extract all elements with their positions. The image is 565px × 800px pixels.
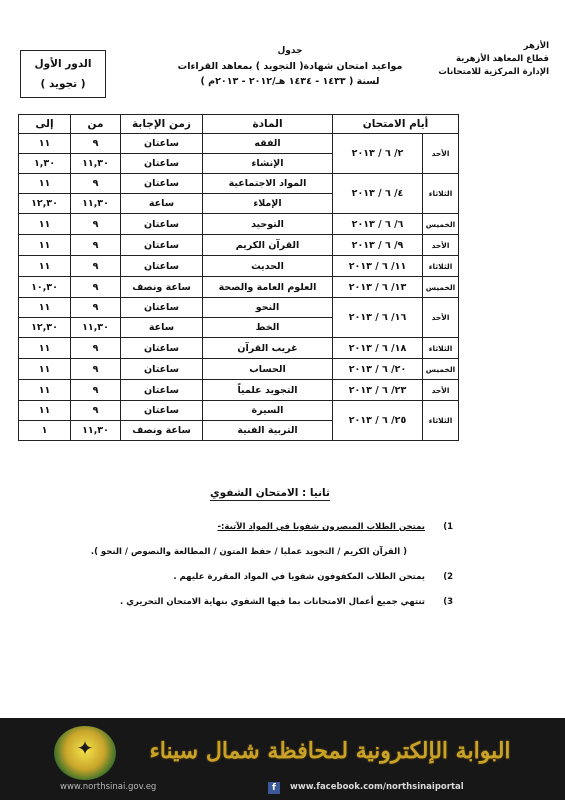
facebook-page-link[interactable]: www.facebook.com/northsinaiportal (290, 782, 464, 792)
from-cell: ٩ (71, 134, 121, 154)
subject-cell: السيرة (203, 401, 333, 421)
table-row (19, 134, 459, 154)
day-cell: الثلاثاء (423, 256, 459, 277)
exam-schedule-table (18, 114, 459, 441)
subject-cell: القرآن الكريم (203, 235, 333, 256)
header-from: من (71, 115, 121, 134)
item-text: يمتحن الطلاب المكفوفون شفويا في المواد المقررة عليهم . (173, 572, 425, 582)
date-cell: ٩/ ٦ / ٢٠١٣ (333, 235, 423, 256)
to-cell: ١١ (19, 380, 71, 401)
table-row (19, 256, 459, 277)
day-cell: الثلاثاء (423, 174, 459, 214)
to-cell: ١١ (19, 298, 71, 318)
subject-cell: التربية الفنية (203, 421, 333, 441)
to-cell: ١١ (19, 134, 71, 154)
from-cell: ٩ (71, 380, 121, 401)
date-cell: ١٦/ ٦ / ٢٠١٣ (333, 298, 423, 338)
from-cell: ١١,٣٠ (71, 421, 121, 441)
document-title (170, 44, 410, 89)
day-cell: الثلاثاء (423, 338, 459, 359)
from-cell: ٩ (71, 298, 121, 318)
day-cell: الأحد (423, 298, 459, 338)
duration-cell: ساعة (121, 194, 203, 214)
subject-cell: الإملاء (203, 194, 333, 214)
item-number: 2) (443, 572, 453, 582)
to-cell: ١١ (19, 174, 71, 194)
item-text: يمتحن الطلاب المبصرون شفويا في المواد الآتية:- (217, 522, 425, 532)
table-row (19, 338, 459, 359)
duration-cell: ساعة (121, 318, 203, 338)
day-cell: الثلاثاء (423, 401, 459, 441)
subject-cell: الفقه (203, 134, 333, 154)
table-row (19, 214, 459, 235)
day-cell: الأحد (423, 235, 459, 256)
header-exam-days: أيام الامتحان (333, 115, 459, 134)
title-line-1: مواعيد امتحان شهادة( التجويد ) بمعاهد القراءات (177, 61, 403, 72)
from-cell: ١١,٣٠ (71, 194, 121, 214)
duration-cell: ساعتان (121, 338, 203, 359)
item-number: 3) (443, 597, 453, 607)
item-text: ( القرآن الكريم / التجويد عمليا / حفظ المتون / المطالعة والنصوص / النحو ). (90, 547, 407, 557)
oral-exam-title: ثانيا : الامتحان الشفوي (210, 487, 330, 499)
item-text: تنتهي جميع أعمال الامتحانات بما فيها الشفوي بنهاية الامتحان التحريري . (120, 597, 425, 607)
subject-cell: الخط (203, 318, 333, 338)
facebook-icon: f (268, 782, 280, 794)
header-to: إلى (19, 115, 71, 134)
subject-cell: النحو (203, 298, 333, 318)
subject-cell: العلوم العامة والصحة (203, 277, 333, 298)
duration-cell: ساعتان (121, 380, 203, 401)
from-cell: ٩ (71, 214, 121, 235)
to-cell: ١١ (19, 401, 71, 421)
date-cell: ١٨/ ٦ / ٢٠١٣ (333, 338, 423, 359)
to-cell: ١١ (19, 338, 71, 359)
to-cell: ١,٣٠ (19, 154, 71, 174)
subject-cell: الإنشاء (203, 154, 333, 174)
day-cell: الخميس (423, 359, 459, 380)
portal-links (0, 782, 565, 796)
to-cell: ١ (19, 421, 71, 441)
from-cell: ١١,٣٠ (71, 318, 121, 338)
subject-cell: التوحيد (203, 214, 333, 235)
duration-cell: ساعتان (121, 154, 203, 174)
from-cell: ٩ (71, 174, 121, 194)
to-cell: ١١ (19, 214, 71, 235)
to-cell: ١١ (19, 235, 71, 256)
subject-cell: غريب القرآن (203, 338, 333, 359)
to-cell: ١١ (19, 359, 71, 380)
day-cell: الأحد (423, 134, 459, 174)
to-cell: ١١ (19, 256, 71, 277)
duration-cell: ساعتان (121, 174, 203, 194)
emblem-icon: ✦ (76, 736, 94, 760)
from-cell: ١١,٣٠ (71, 154, 121, 174)
table-row (19, 380, 459, 401)
item-number: 1) (443, 522, 453, 532)
to-cell: ١٢,٣٠ (19, 194, 71, 214)
header-duration: زمن الإجابة (121, 115, 203, 134)
subject-cell: المواد الاجتماعية (203, 174, 333, 194)
round-line-1: الدور الأول (34, 58, 92, 70)
round-box (20, 50, 106, 98)
duration-cell: ساعة ونصف (121, 421, 203, 441)
from-cell: ٩ (71, 277, 121, 298)
table-row (19, 298, 459, 318)
title-line-2: لسنة ( ١٤٣٣ - ١٤٣٤ هـ/٢٠١٢ - ٢٠١٣م ) (200, 76, 380, 87)
day-cell: الخميس (423, 214, 459, 235)
date-cell: ٤/ ٦ / ٢٠١٣ (333, 174, 423, 214)
org-line-3: الإدارة المركزية للامتحانات (438, 67, 549, 77)
duration-cell: ساعتان (121, 401, 203, 421)
date-cell: ١٣/ ٦ / ٢٠١٣ (333, 277, 423, 298)
from-cell: ٩ (71, 359, 121, 380)
subject-cell: الحساب (203, 359, 333, 380)
date-cell: ٢٠/ ٦ / ٢٠١٣ (333, 359, 423, 380)
from-cell: ٩ (71, 235, 121, 256)
date-cell: ١١/ ٦ / ٢٠١٣ (333, 256, 423, 277)
table-header-row (19, 115, 459, 134)
duration-cell: ساعتان (121, 214, 203, 235)
duration-cell: ساعتان (121, 359, 203, 380)
table-row (19, 359, 459, 380)
table-row (19, 174, 459, 194)
from-cell: ٩ (71, 256, 121, 277)
day-cell: الخميس (423, 277, 459, 298)
subject-cell: التجويد علمياً (203, 380, 333, 401)
org-line-2: قطاع المعاهد الأزهرية (455, 54, 549, 64)
duration-cell: ساعتان (121, 235, 203, 256)
duration-cell: ساعتان (121, 298, 203, 318)
day-cell: الأحد (423, 380, 459, 401)
date-cell: ٢٥/ ٦ / ٢٠١٣ (333, 401, 423, 441)
to-cell: ١٠,٣٠ (19, 277, 71, 298)
header-subject: المادة (203, 115, 333, 134)
date-cell: ٢/ ٦ / ٢٠١٣ (333, 134, 423, 174)
org-line-1: الأزهر (523, 41, 549, 51)
table-row (19, 401, 459, 421)
round-line-2: ( تجويد ) (40, 78, 86, 90)
from-cell: ٩ (71, 401, 121, 421)
date-cell: ٢٣/ ٦ / ٢٠١٣ (333, 380, 423, 401)
to-cell: ١٢,٣٠ (19, 318, 71, 338)
subject-cell: الحديث (203, 256, 333, 277)
date-cell: ٦/ ٦ / ٢٠١٣ (333, 214, 423, 235)
table-row (19, 235, 459, 256)
table-row (19, 277, 459, 298)
duration-cell: ساعتان (121, 256, 203, 277)
gov-website-link[interactable]: www.northsinai.gov.eg (60, 782, 157, 792)
title-label: جدول (277, 46, 303, 56)
portal-title: البوابة الإلكترونية لمحافظة شمال سيناء (149, 738, 511, 764)
from-cell: ٩ (71, 338, 121, 359)
duration-cell: ساعة ونصف (121, 277, 203, 298)
duration-cell: ساعتان (121, 134, 203, 154)
